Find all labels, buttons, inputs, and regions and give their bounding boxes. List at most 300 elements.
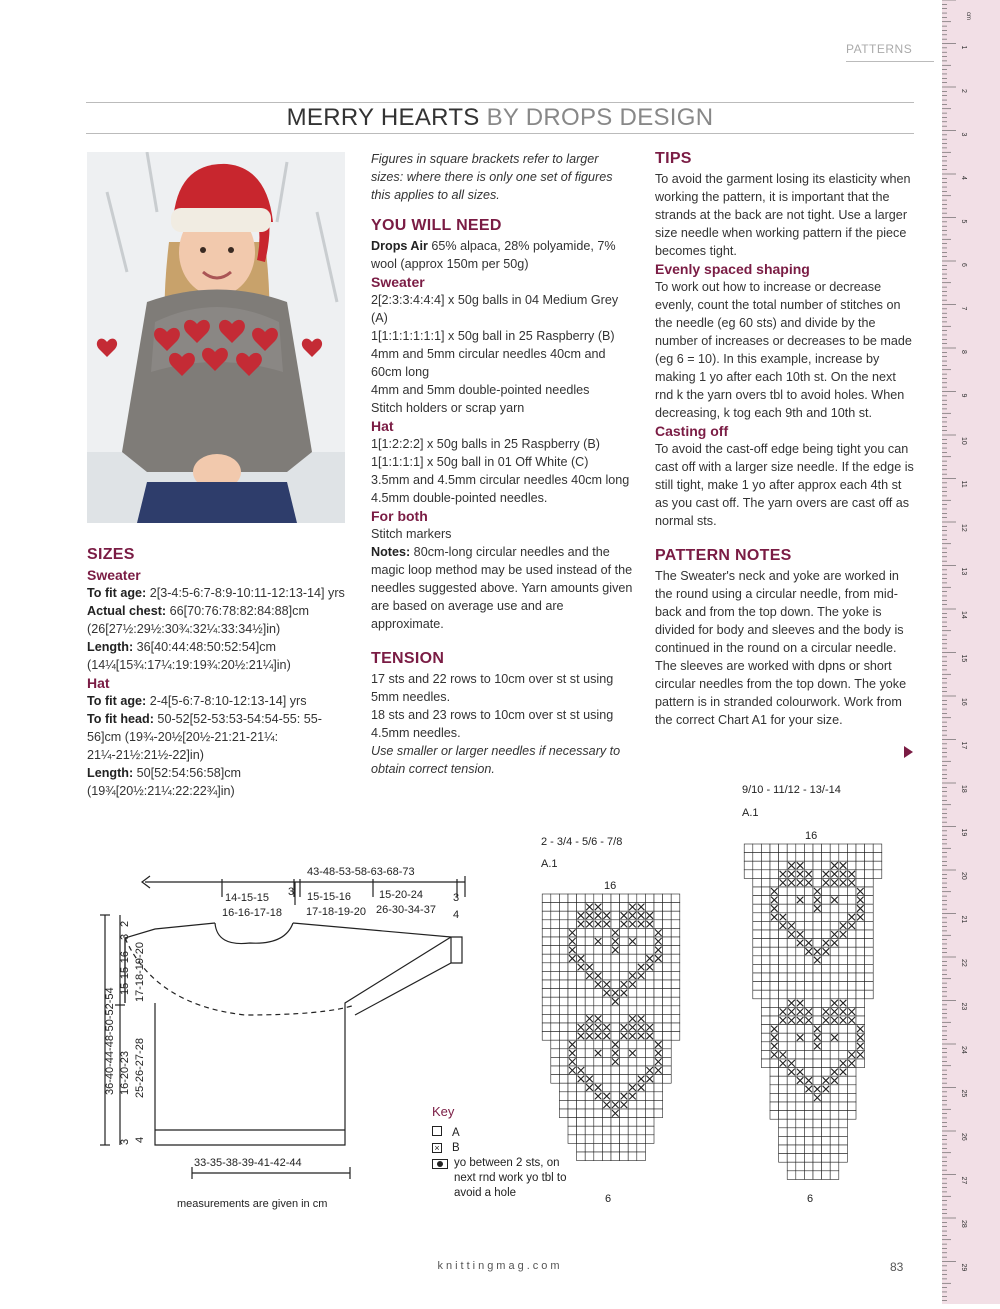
- chart-cell: [830, 853, 839, 862]
- chart-cell: [830, 1050, 839, 1059]
- chart-cell: [568, 1092, 577, 1101]
- chart-cell: [568, 963, 577, 972]
- chart-cell: [804, 1059, 813, 1068]
- chart-cell: [822, 990, 831, 999]
- chart-cell: [770, 990, 779, 999]
- chart-cell: [822, 1050, 831, 1059]
- chart-cell: [770, 956, 779, 965]
- chart-cell: [611, 1143, 620, 1152]
- chart-cell: [744, 861, 753, 870]
- chart-cell: [761, 999, 770, 1008]
- chart-cell: [602, 1057, 611, 1066]
- chart-cell: [611, 980, 620, 989]
- chart-cell: [822, 1136, 831, 1145]
- chart-cell: [796, 964, 805, 973]
- chart-cell: [761, 930, 770, 939]
- chart-cell: [628, 954, 637, 963]
- chart-cell: [637, 894, 646, 903]
- chart-cell: [671, 1023, 680, 1032]
- chart-cell: [813, 1111, 822, 1120]
- chart-cell: [645, 989, 654, 998]
- chart-cell: [779, 1076, 788, 1085]
- chart-cell: [585, 928, 594, 937]
- chart-cell: [865, 887, 874, 896]
- chart-cell: [856, 861, 865, 870]
- chart-cell: [847, 887, 856, 896]
- chart-cell: [839, 1085, 848, 1094]
- chart-cell: [770, 947, 779, 956]
- chart-cell: [779, 887, 788, 896]
- chart-cell: [856, 982, 865, 991]
- chart-cell: [663, 1032, 672, 1041]
- chart-cell: [654, 1006, 663, 1015]
- chart-cell: [839, 1145, 848, 1154]
- chart-cell: [787, 887, 796, 896]
- chart-cell: [822, 1068, 831, 1077]
- chart-cell: [761, 844, 770, 853]
- chart-cell: [559, 928, 568, 937]
- chart-cell: [663, 1040, 672, 1049]
- chart-cell: [628, 1109, 637, 1118]
- tips-heading: TIPS: [655, 150, 692, 167]
- chart-cell: [577, 1092, 586, 1101]
- chart-cell: [671, 920, 680, 929]
- chart-cell: [804, 1033, 813, 1042]
- chart-cell: [663, 937, 672, 946]
- chart-cell: [611, 1066, 620, 1075]
- chart-cell: [577, 1040, 586, 1049]
- chart-cell: [611, 1092, 620, 1101]
- chart-cell: [770, 999, 779, 1008]
- chart-cell: [822, 1154, 831, 1163]
- chart-cell: [671, 894, 680, 903]
- chart-cell: [873, 844, 882, 853]
- chart-cell: [628, 1100, 637, 1109]
- total-length-label: 36-40-44-48-50-52-54: [104, 987, 116, 1095]
- chart-cell: [813, 861, 822, 870]
- chart-cell: [830, 964, 839, 973]
- chart-cell: [551, 997, 560, 1006]
- chart-cell: [577, 1126, 586, 1135]
- chart-cell: [822, 956, 831, 965]
- chart-cell: [663, 946, 672, 955]
- chart-cell: [559, 954, 568, 963]
- chart-cell: [585, 1143, 594, 1152]
- chart-cell: [594, 1066, 603, 1075]
- chart-cell: [779, 1093, 788, 1102]
- chart-cell: [620, 1109, 629, 1118]
- chart-cell: [577, 903, 586, 912]
- footer-site: knittingmag.com: [437, 1260, 563, 1272]
- chart-cell: [620, 971, 629, 980]
- chart-cell: [559, 937, 568, 946]
- chart-cell: [787, 1050, 796, 1059]
- chart-cell: [787, 1042, 796, 1051]
- chart1-top-count: 16: [604, 880, 617, 892]
- chart-cell: [628, 946, 637, 955]
- need-sweater-heading: Sweater: [371, 274, 425, 290]
- chart-cell: [779, 1119, 788, 1128]
- chart-cell: [594, 989, 603, 998]
- chart-cell: [551, 946, 560, 955]
- chart-cell: [839, 853, 848, 862]
- chart-cell: [645, 937, 654, 946]
- chart-cell: [594, 1006, 603, 1015]
- chart-cell: [542, 911, 551, 920]
- sweater-schematic: [95, 855, 480, 1220]
- chart-cell: [787, 1154, 796, 1163]
- chart-cell: [839, 887, 848, 896]
- chart-cell: [787, 853, 796, 862]
- chart-cell: [663, 920, 672, 929]
- chart-cell: [847, 896, 856, 905]
- chart-cell: [671, 989, 680, 998]
- chart-cell: [856, 990, 865, 999]
- chart-cell: [761, 964, 770, 973]
- chart-cell: [830, 973, 839, 982]
- chart-cell: [602, 963, 611, 972]
- chart-cell: [611, 894, 620, 903]
- chart-cell: [753, 947, 762, 956]
- chart-cell: [585, 1040, 594, 1049]
- chart-cell: [873, 853, 882, 862]
- need-hat-line: 1[1:2:2:2] x 50g balls in 25 Raspberry (B): [371, 437, 600, 451]
- tension-line: 17 sts and 22 rows to 10cm over st st using 5mm needles.: [371, 672, 614, 704]
- title-byline: BY DROPS DESIGN: [486, 104, 714, 131]
- chart-cell: [628, 1040, 637, 1049]
- chart-cell: [796, 1025, 805, 1034]
- chart-cell: [813, 1171, 822, 1180]
- chart-cell: [637, 980, 646, 989]
- chart-cell: [585, 1006, 594, 1015]
- chart-cell: [830, 921, 839, 930]
- chart-cell: [645, 1040, 654, 1049]
- chart-cell: [654, 963, 663, 972]
- chart-cell: [542, 894, 551, 903]
- chart-cell: [620, 946, 629, 955]
- chart-cell: [822, 887, 831, 896]
- chart-cell: [796, 973, 805, 982]
- chart-cell: [787, 913, 796, 922]
- chart-cell: [787, 1102, 796, 1111]
- section-label: PATTERNS: [846, 42, 913, 56]
- chart-cell: [645, 1057, 654, 1066]
- chart-cell: [830, 1059, 839, 1068]
- chart-cell: [856, 853, 865, 862]
- chart-cell: [822, 904, 831, 913]
- chart-cell: [787, 904, 796, 913]
- chart-cell: [873, 870, 882, 879]
- chart-cell: [637, 954, 646, 963]
- chart-cell: [568, 1135, 577, 1144]
- chart-cell: [839, 1102, 848, 1111]
- chart-cell: [804, 1068, 813, 1077]
- chart-cell: [577, 1014, 586, 1023]
- chart-cell: [822, 844, 831, 853]
- photo-child-heart-sweater-icon: [87, 152, 345, 523]
- chart-cell: [654, 894, 663, 903]
- chart-cell: [577, 1083, 586, 1092]
- chart-cell: [856, 999, 865, 1008]
- chart-cell: [559, 920, 568, 929]
- chart-cell: [847, 964, 856, 973]
- chart-cell: [645, 971, 654, 980]
- chart-cell: [637, 1109, 646, 1118]
- crossed-square-icon: ×: [432, 1143, 442, 1153]
- chart-cell: [847, 930, 856, 939]
- chart-cell: [671, 928, 680, 937]
- chart-cell: [628, 894, 637, 903]
- chart-cell: [813, 913, 822, 922]
- sizes-hat-heading: Hat: [87, 675, 110, 691]
- chart-cell: [645, 894, 654, 903]
- chart-cell: [594, 1040, 603, 1049]
- need-heading: YOU WILL NEED: [371, 217, 502, 234]
- chart-cell: [839, 990, 848, 999]
- chart-cell: [822, 861, 831, 870]
- chart-cell: [839, 844, 848, 853]
- chart-cell: [822, 921, 831, 930]
- chart2-top-count: 16: [805, 830, 818, 842]
- title-bottom-rule: [86, 133, 914, 134]
- continue-arrow-icon[interactable]: [904, 746, 913, 758]
- bottom-rib-label-1: 3: [119, 1138, 131, 1145]
- chart-cell: [804, 1102, 813, 1111]
- chart-cell: [865, 921, 874, 930]
- chart-cell: [770, 1059, 779, 1068]
- chart-cell: [813, 1059, 822, 1068]
- ruler-unit: cm: [965, 12, 971, 20]
- chart-cell: [804, 1119, 813, 1128]
- chart-cell: [865, 913, 874, 922]
- chart-cell: [663, 989, 672, 998]
- section-underline: [846, 61, 934, 62]
- chart-cell: [551, 989, 560, 998]
- chart-cell: [839, 1154, 848, 1163]
- chart-cell: [568, 1014, 577, 1023]
- chart-cell: [761, 1033, 770, 1042]
- chart-cell: [671, 997, 680, 1006]
- ruler-number: 6: [960, 263, 967, 267]
- chart-cell: [559, 946, 568, 955]
- chart-cell: [637, 1118, 646, 1127]
- chart-cell: [822, 1042, 831, 1051]
- chart-cell: [787, 964, 796, 973]
- chart-cell: [645, 1083, 654, 1092]
- chart-cell: [830, 990, 839, 999]
- chart-cell: [839, 973, 848, 982]
- chart-cell: [663, 1014, 672, 1023]
- chart-cell: [551, 903, 560, 912]
- chart-cell: [577, 1135, 586, 1144]
- chart-cell: [654, 1014, 663, 1023]
- chart-cell: [813, 1007, 822, 1016]
- chart-cell: [577, 894, 586, 903]
- chart-cell: [577, 1109, 586, 1118]
- chart-cell: [822, 1102, 831, 1111]
- chart-cell: [671, 1032, 680, 1041]
- chart-cell: [602, 1066, 611, 1075]
- chart-cell: [753, 904, 762, 913]
- chart-cell: [787, 990, 796, 999]
- chart-cell: [654, 971, 663, 980]
- chart-cell: [813, 870, 822, 879]
- chart-cell: [663, 894, 672, 903]
- tension-note: Use smaller or larger needles if necessary to obtain correct tension.: [371, 744, 621, 776]
- chart-cell: [787, 896, 796, 905]
- chart-cell: [611, 1006, 620, 1015]
- chart-cell: [753, 964, 762, 973]
- chart-cell: [804, 999, 813, 1008]
- chart-cell: [628, 928, 637, 937]
- chart-cell: [813, 999, 822, 1008]
- chart-cell: [602, 954, 611, 963]
- chart-cell: [585, 937, 594, 946]
- chart-cell: [770, 870, 779, 879]
- need-hat-line: 1[1:1:1:1] x 50g ball in 01 Off White (C): [371, 455, 589, 469]
- chart-cell: [577, 946, 586, 955]
- chart-cell: [779, 1102, 788, 1111]
- chart-cell: [568, 1109, 577, 1118]
- bottom-width-label: 33-35-38-39-41-42-44: [194, 1157, 302, 1169]
- chart-cell: [753, 990, 762, 999]
- chart-cell: [559, 980, 568, 989]
- chart-cell: [628, 1075, 637, 1084]
- chart-cell: [813, 921, 822, 930]
- chart-cell: [559, 1023, 568, 1032]
- chart-cell: [761, 1016, 770, 1025]
- yo-dot-square-icon: [432, 1159, 448, 1169]
- chart-cell: [645, 946, 654, 955]
- chart-cell: [847, 1102, 856, 1111]
- rib-mid-label: 3: [119, 933, 131, 940]
- chart-cell: [770, 1085, 779, 1094]
- chart-cell: [804, 1154, 813, 1163]
- chart-cell: [628, 963, 637, 972]
- chart-cell: [551, 1032, 560, 1041]
- chart-cell: [559, 963, 568, 972]
- chart-cell: [796, 844, 805, 853]
- chart-cell: [787, 939, 796, 948]
- chart-cell: [602, 1083, 611, 1092]
- chart-cell: [796, 1171, 805, 1180]
- chart-cell: [551, 920, 560, 929]
- chart-cell: [813, 878, 822, 887]
- chart-cell: [796, 887, 805, 896]
- chart-cell: [663, 911, 672, 920]
- need-sweater-line: Stitch holders or scrap yarn: [371, 401, 525, 415]
- chart-cell: [847, 853, 856, 862]
- chart-cell: [804, 861, 813, 870]
- chart-cell: [804, 1171, 813, 1180]
- ruler-number: 13: [960, 567, 967, 576]
- chart-cell: [787, 1171, 796, 1180]
- chart-cell: [542, 920, 551, 929]
- chart-cell: [628, 1135, 637, 1144]
- chart-cell: [542, 971, 551, 980]
- need-sweater-line: 4mm and 5mm circular needles 40cm and 60cm long: [371, 347, 606, 379]
- chart-cell: [671, 937, 680, 946]
- chart-cell: [804, 913, 813, 922]
- chart-cell: [813, 1068, 822, 1077]
- yoke-w-label-1: 15-15-16: [307, 891, 352, 903]
- chart-cell: [770, 1007, 779, 1016]
- chart-cell: [822, 1059, 831, 1068]
- chart-cell: [620, 1126, 629, 1135]
- chart-cell: [654, 920, 663, 929]
- chart-cell: [822, 1093, 831, 1102]
- chart-cell: [813, 844, 822, 853]
- chart-cell: [585, 1152, 594, 1161]
- chart-cell: [628, 989, 637, 998]
- chart-cell: [594, 1143, 603, 1152]
- chart-cell: [663, 1006, 672, 1015]
- chart-cell: [654, 1075, 663, 1084]
- chart-cell: [779, 1128, 788, 1137]
- chart-cell: [865, 964, 874, 973]
- ruler-number: 23: [960, 1002, 967, 1011]
- chart-cell: [594, 954, 603, 963]
- chart-cell: [804, 853, 813, 862]
- chart-cell: [796, 921, 805, 930]
- chart-cell: [654, 911, 663, 920]
- chart-cell: [620, 1049, 629, 1058]
- chart-cell: [779, 930, 788, 939]
- chart-cell: [654, 997, 663, 1006]
- chart2-name: A.1: [742, 807, 759, 819]
- bottom-rib-label-2: 4: [134, 1136, 146, 1143]
- chart-cell: [585, 1057, 594, 1066]
- chart-cell: [637, 1152, 646, 1161]
- chart-cell: [822, 1111, 831, 1120]
- need-hat-line: 4.5mm double-pointed needles.: [371, 491, 548, 505]
- chart-cell: [568, 989, 577, 998]
- ruler-number: 4: [960, 176, 967, 180]
- chart-cell: [753, 930, 762, 939]
- chart-cell: [568, 1032, 577, 1041]
- chart-cell: [637, 1057, 646, 1066]
- chart-cell: [830, 1171, 839, 1180]
- chart-cell: [830, 1162, 839, 1171]
- chart-cell: [645, 1049, 654, 1058]
- chart-cell: [779, 1025, 788, 1034]
- chart-cell: [839, 1050, 848, 1059]
- chart-cell: [602, 1049, 611, 1058]
- chart-cell: [770, 921, 779, 930]
- notes: Notes: 80cm-long circular needles and the magic loop method may be used instead of the needles suggested above. Yarn amounts given are based on average use and are approximate.: [371, 545, 633, 631]
- key-item-a: A: [432, 1126, 572, 1141]
- chart-cell: [594, 1135, 603, 1144]
- chart-cell: [744, 853, 753, 862]
- chart-cell: [602, 1135, 611, 1144]
- chart-cell: [839, 1128, 848, 1137]
- chart-cell: [542, 937, 551, 946]
- chart-cell: [779, 1068, 788, 1077]
- chart-cell: [770, 1102, 779, 1111]
- chart-cell: [847, 990, 856, 999]
- chart-cell: [577, 1049, 586, 1058]
- chart-cell: [585, 1092, 594, 1101]
- page-title: [86, 104, 914, 132]
- chart-cell: [822, 999, 831, 1008]
- chart-cell: [847, 1093, 856, 1102]
- ruler-number: 8: [960, 350, 967, 354]
- chart-cell: [671, 903, 680, 912]
- chart-cell: [804, 982, 813, 991]
- chart-cell: [839, 1111, 848, 1120]
- hat-length: Length: 50[52:54:56:58]cm (19¾[20½:21¼:22:22¾]in): [87, 766, 241, 798]
- chart-cell: [602, 937, 611, 946]
